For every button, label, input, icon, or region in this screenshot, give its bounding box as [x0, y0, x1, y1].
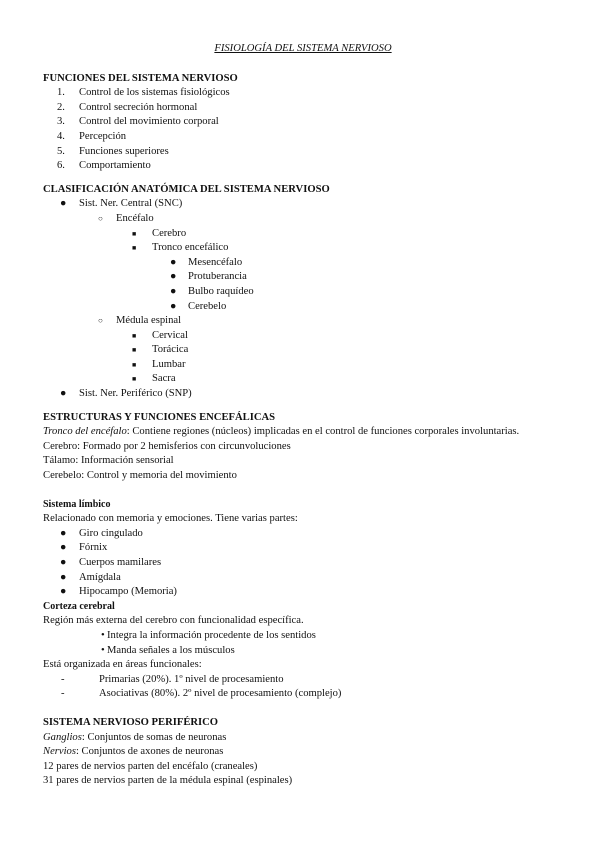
tronco-paragraph: Tronco del encéfalo: Contiene regiones (núcleos) implicadas en el control de funciones corporales involuntarias.: [43, 426, 520, 438]
limbico-heading: Sistema límbico: [43, 498, 111, 510]
corteza-bullets: [43, 629, 563, 658]
disc-bullet-icon: ●: [60, 557, 67, 568]
tree-item-encefalo: ○ Encéfalo: [43, 212, 563, 227]
clasificacion-tree: [43, 197, 563, 401]
list-item: 2. Control secreción hormonal: [57, 101, 198, 113]
list-item: 5. Funciones superiores: [57, 145, 169, 157]
funciones-list: [43, 86, 563, 174]
tree-item-lumbar: ■ Lumbar: [43, 358, 563, 373]
square-bullet-icon: ■: [132, 360, 137, 369]
estructuras-heading: ESTRUCTURAS Y FUNCIONES ENCEFÁLICAS: [43, 411, 276, 423]
list-item: ● Giro cingulado: [43, 527, 563, 542]
disc-bullet-icon: ●: [60, 388, 67, 400]
list-item: - Asociativas (80%). 2º nivel de procesamiento (complejo): [43, 687, 563, 702]
snp-heading: SISTEMA NERVIOSO PERIFÉRICO: [43, 716, 219, 728]
square-bullet-icon: ■: [132, 229, 137, 238]
page-title: FISIOLOGÍA DEL SISTEMA NERVIOSO: [214, 43, 392, 54]
tree-item-sacra: ■ Sacra: [43, 372, 563, 387]
tree-item-snp: ● Sist. Ner. Periférico (SNP): [43, 387, 563, 402]
circle-bullet-icon: ○: [98, 213, 103, 223]
tree-item-medula: ○ Médula espinal: [43, 314, 563, 329]
tree-item-cerebelo: ● Cerebelo: [43, 300, 563, 315]
disc-bullet-icon: ●: [60, 542, 67, 554]
list-item: 3. Control del movimiento corporal: [57, 116, 219, 128]
dash-bullet-icon: -: [61, 688, 65, 700]
disc-bullet-icon: ●: [60, 527, 67, 539]
tree-item-mesencefalo: ● Mesencéfalo: [43, 256, 563, 271]
corteza-intro: Región más externa del cerebro con funcionalidad específica.: [43, 615, 304, 627]
circle-bullet-icon: ○: [98, 316, 103, 326]
list-item: • Integra la información procedente de los sentidos: [43, 629, 563, 644]
limbico-list: [43, 527, 563, 600]
talamo-paragraph: Tálamo: Información sensorial: [43, 455, 174, 467]
list-item: 4. Percepción: [57, 130, 127, 142]
corteza-organizada: Está organizada en áreas funcionales:: [43, 659, 202, 671]
disc-bullet-icon: ●: [170, 256, 177, 268]
tree-item-cervical: ■ Cervical: [43, 329, 563, 344]
list-item: ● Hipocampo (Memoria): [43, 585, 563, 600]
square-bullet-icon: ■: [132, 346, 137, 355]
tree-item-toracica: ■ Torácica: [43, 343, 563, 358]
cerebelo-paragraph: Cerebelo: Control y memoria del movimiento: [43, 470, 237, 482]
list-item: ● Fórnix: [43, 541, 563, 556]
document-page: [43, 42, 563, 789]
square-bullet-icon: ■: [132, 375, 137, 384]
nervios-paragraph: Nervios: Conjuntos de axones de neuronas: [43, 746, 224, 758]
limbico-intro: Relacionado con memoria y emociones. Tiene varias partes:: [43, 513, 298, 525]
espinales-paragraph: 31 pares de nervios parten de la médula espinal (espinales): [43, 775, 293, 787]
disc-bullet-icon: ●: [60, 586, 67, 598]
list-item: 6. Comportamiento: [57, 160, 151, 172]
disc-bullet-icon: ●: [60, 571, 67, 583]
craneales-paragraph: 12 pares de nervios parten del encéfalo (craneales): [43, 760, 258, 772]
disc-bullet-icon: ●: [170, 300, 177, 312]
disc-bullet-icon: ●: [170, 285, 177, 297]
tree-item-tronco: ■ Tronco encefálico: [43, 241, 563, 256]
tree-item-snc: ● Sist. Ner. Central (SNC): [43, 197, 563, 212]
corteza-areas: [43, 673, 563, 702]
tree-item-bulbo: ● Bulbo raquídeo: [43, 285, 563, 300]
ganglios-paragraph: Ganglios: Conjuntos de somas de neuronas: [43, 731, 227, 743]
list-item: - Primarias (20%). 1º nivel de procesamiento: [43, 673, 563, 688]
bullet-icon: •: [101, 644, 105, 656]
corteza-heading: Corteza cerebral: [43, 600, 115, 612]
disc-bullet-icon: ●: [170, 271, 177, 283]
bullet-icon: •: [101, 629, 105, 641]
disc-bullet-icon: ●: [60, 198, 67, 210]
tree-item-protuberancia: ● Protuberancia: [43, 270, 563, 285]
funciones-heading: FUNCIONES DEL SISTEMA NERVIOSO: [43, 72, 238, 84]
square-bullet-icon: ■: [132, 244, 137, 253]
clasificacion-heading: CLASIFICACIÓN ANATÓMICA DEL SISTEMA NERVIOSO: [43, 183, 330, 195]
list-item: 1. Control de los sistemas fisiológicos: [57, 87, 230, 99]
tree-item-cerebro: ■ Cerebro: [43, 227, 563, 242]
list-item: ● Cuerpos mamilares: [43, 556, 563, 571]
cerebro-paragraph: Cerebro: Formado por 2 hemisferios con circunvoluciones: [43, 440, 291, 452]
square-bullet-icon: ■: [132, 331, 137, 340]
dash-bullet-icon: -: [61, 673, 65, 685]
list-item: ● Amígdala: [43, 571, 563, 586]
list-item: • Manda señales a los músculos: [43, 644, 563, 659]
